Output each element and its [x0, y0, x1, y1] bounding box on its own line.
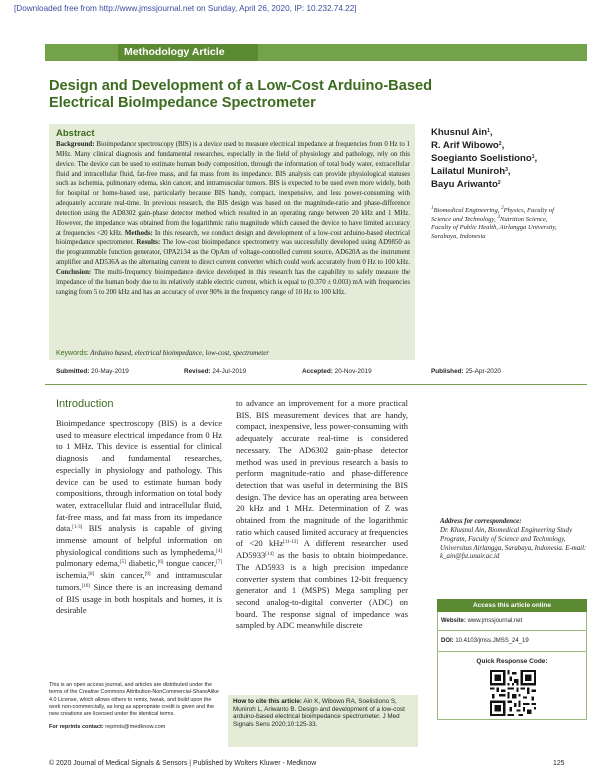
- intro-column-1: Bioimpedance spectroscopy (BIS) is a device used to measure electrical impedance from 0 Hz to 1 MHz. This device is essential for clinical diagnosis and fundamental researches, especially in physiology and pathology. This device can be used to estimate human body compositions, through information on total body water, extracellular fluid and intracellular fluid, fat-free mass, and fat mass from its impedance data.[1-3] BIS analysis is capable of giving immense amount of helpful information on physiological conditions such as lymphedema,[4] pulmonary edema,[5] diabetic,[6] tongue cancer,[7] ischemia,[8] skin cancer,[9] and intramuscular tumors.[10] Since there is an increasing demand of BIS usage in both hospitals and homes, it is desirable: [56, 418, 223, 616]
- keywords: [56, 349, 269, 357]
- affiliations: $^1$Biomedical Engineering, $^2$Physics, Faculty of Science and Technology, $^3$Nutrition Science, Faculty of Public Health, Airlangga University, Surabaya, Indonesia: [431, 206, 557, 240]
- qr-code-icon[interactable]: [490, 670, 536, 716]
- access-doi[interactable]: DOI: 10.4103/jmss.JMSS_24_19: [441, 638, 529, 644]
- keywords-label: Keywords:: [56, 350, 89, 357]
- qr-heading: Quick Response Code:: [476, 658, 548, 665]
- divider: [45, 384, 587, 385]
- author: Soegianto Soelistiono$^1$,: [431, 153, 538, 164]
- conclusion-text: The multi-frequency bioimpedance device developed in this research has the capability to safely measure the impedance of the human body due to its relatively stable electric current, which is equal to (0.370 ± 0.003) mA with frequencies ranging from 5 to 200 kHz and has an accuracy of over 90% in the frequency range of 10 Hz to 100 kHz.: [56, 268, 410, 296]
- conclusion-label: Conclusion:: [56, 268, 92, 276]
- section-tab: Methodology Article: [118, 44, 258, 61]
- results-text: The low-cost bioimpedance spectrometry was successfully developed using AD9850 as the programmable function generator, OPA2134 as the OpAm of voltage-controlled current source, AD620A as the instrument amplifier and AD536A as the alternating current to direct current converter which could work accurately from 0 Hz to 100 kHz.: [56, 239, 410, 267]
- download-notice: [Downloaded free from http://www.jmssjournal.net on Sunday, April 26, 2020, IP: 10.232.74.22]: [14, 4, 357, 13]
- access-heading: Access this article online: [437, 599, 587, 612]
- correspondence-heading: Address for correspondence:: [440, 518, 522, 525]
- access-divider: [437, 651, 587, 652]
- date-accepted: Accepted: 20-Nov-2019: [302, 368, 372, 375]
- intro-heading: Introduction: [56, 398, 114, 410]
- journal-footer: © 2020 Journal of Medical Signals & Sensors | Published by Wolters Kluwer - Medknow: [49, 760, 317, 767]
- author: Khusnul Ain$^1$,: [431, 127, 493, 138]
- background-text: Bioimpedance spectroscopy (BIS) is a device used to measure electrical impedance at frequencies from 0 Hz to 1 MHz. Many clinical diagnosis and fundamental researches, especially in the field of physiology and pathology, rely on this device. The device can be used to estimate human body composition, through the information of total body water, extracellular fluid and intracellular fluid, fat-free mass, and fat mass from its impedance. BIS analysis can provide physiological statuses such as ischemia, pulmonary edema, skin cancer, and intramuscular tumors. BIS is expected to be used even more widely, both for hospital or home-based use, particularly because BIS handy, compact, inexpensive, and less power-consuming with adequately accurate real-time. In previous research, the BIS design was based on the magnitude-ratio and phase-difference detection using the AD8302 gain-phase detector method which resulted in an operating range between 20 kHz and 1 MHz. However, the impedance was obtained from the logarithmic ratio magnitude which caused the device to have limited accuracy at frequencies <20 kHz.: [56, 141, 410, 237]
- abstract-body: [56, 140, 410, 298]
- access-website[interactable]: Website: www.jmssjournal.net: [441, 618, 523, 624]
- author-list: [431, 126, 561, 191]
- access-divider: [437, 630, 587, 631]
- page-number: 125: [553, 760, 565, 767]
- methods-text: In this research, we conduct design and development of a low-cost arduino-based electrical bioimpedance spectrometer.: [56, 229, 410, 247]
- author: Lailatul Muniroh$^3$,: [431, 166, 511, 177]
- date-published: Published: 25-Apr-2020: [431, 368, 501, 375]
- author: Bayu Ariwanto$^2$: [431, 179, 501, 190]
- citation: How to cite this article: Ain K, Wibowo RA, Soelistiono S, Muniroh L, Ariwanto B. Design and development of a low-cost arduino-based electrical bioimpedance spectrometer. J Med Signals Sens 2020;10:125-33.: [233, 698, 405, 728]
- abstract-heading: Abstract: [56, 128, 95, 139]
- license-notice: This is an open access journal, and articles are distributed under the terms of the Creative Commons Attribution-NonCommercial-ShareAlike 4.0 License, which allows others to remix, tweak, and build upon the work non-commercially, as long as appropriate credit is given and the new creations are licensed under the identical terms.: [49, 682, 219, 718]
- date-submitted: Submitted: 20-May-2019: [56, 368, 129, 375]
- keywords-list: Arduino based, electrical bioimpedance, low-cost, spectrometer: [88, 349, 270, 357]
- date-revised: Revised: 24-Jul-2019: [184, 368, 247, 375]
- intro-column-2: to advance an improvement for a more practical BIS. BIS measurement devices that are handy, compact, inexpensive, less power-consuming with adequately accurate real-time is considered necessary. The AD6302 gain-phase detector method was used in previous research a basis to perform magnitude-ratio and phase-difference detection that was useful in determining the BIS design. The device has an operating area between 20 kHz and 1 MHz. Determination of Z was obtained from the magnitude of the logarithmic ratio which caused limited accuracy at frequencies of <20 kHz[11-13] A different researcher used AD5933[14] as the basis to obtain bioimpedance. The AD5933 is a high precision impedance converter system that combines 12-bit frequency generator and 1 (MSPS) Mega sampling per second analog-to-digital converter (ADC) on board. The response signal of impedance was sampled by ADC meanwhile discrete: [236, 398, 408, 631]
- results-label: Results:: [136, 239, 161, 247]
- correspondence-body: Dr. Khusnul Ain, Biomedical Engineering Study Program, Faculty of Science and Technology, Universitas Airlangga, Surabaya, Indonesia. E-mail: k_ain@fst.unair.ac.id: [440, 527, 587, 561]
- background-label: Background:: [56, 141, 95, 148]
- methods-label: Methods:: [124, 229, 153, 237]
- reprints-contact: For reprints contact: reprints@medknow.com: [49, 724, 166, 730]
- article-title: Design and Development of a Low-Cost Arduino-Based Electrical BioImpedance Spectrometer: [49, 78, 432, 111]
- author: R. Arif Wibowo$^2$,: [431, 140, 505, 151]
